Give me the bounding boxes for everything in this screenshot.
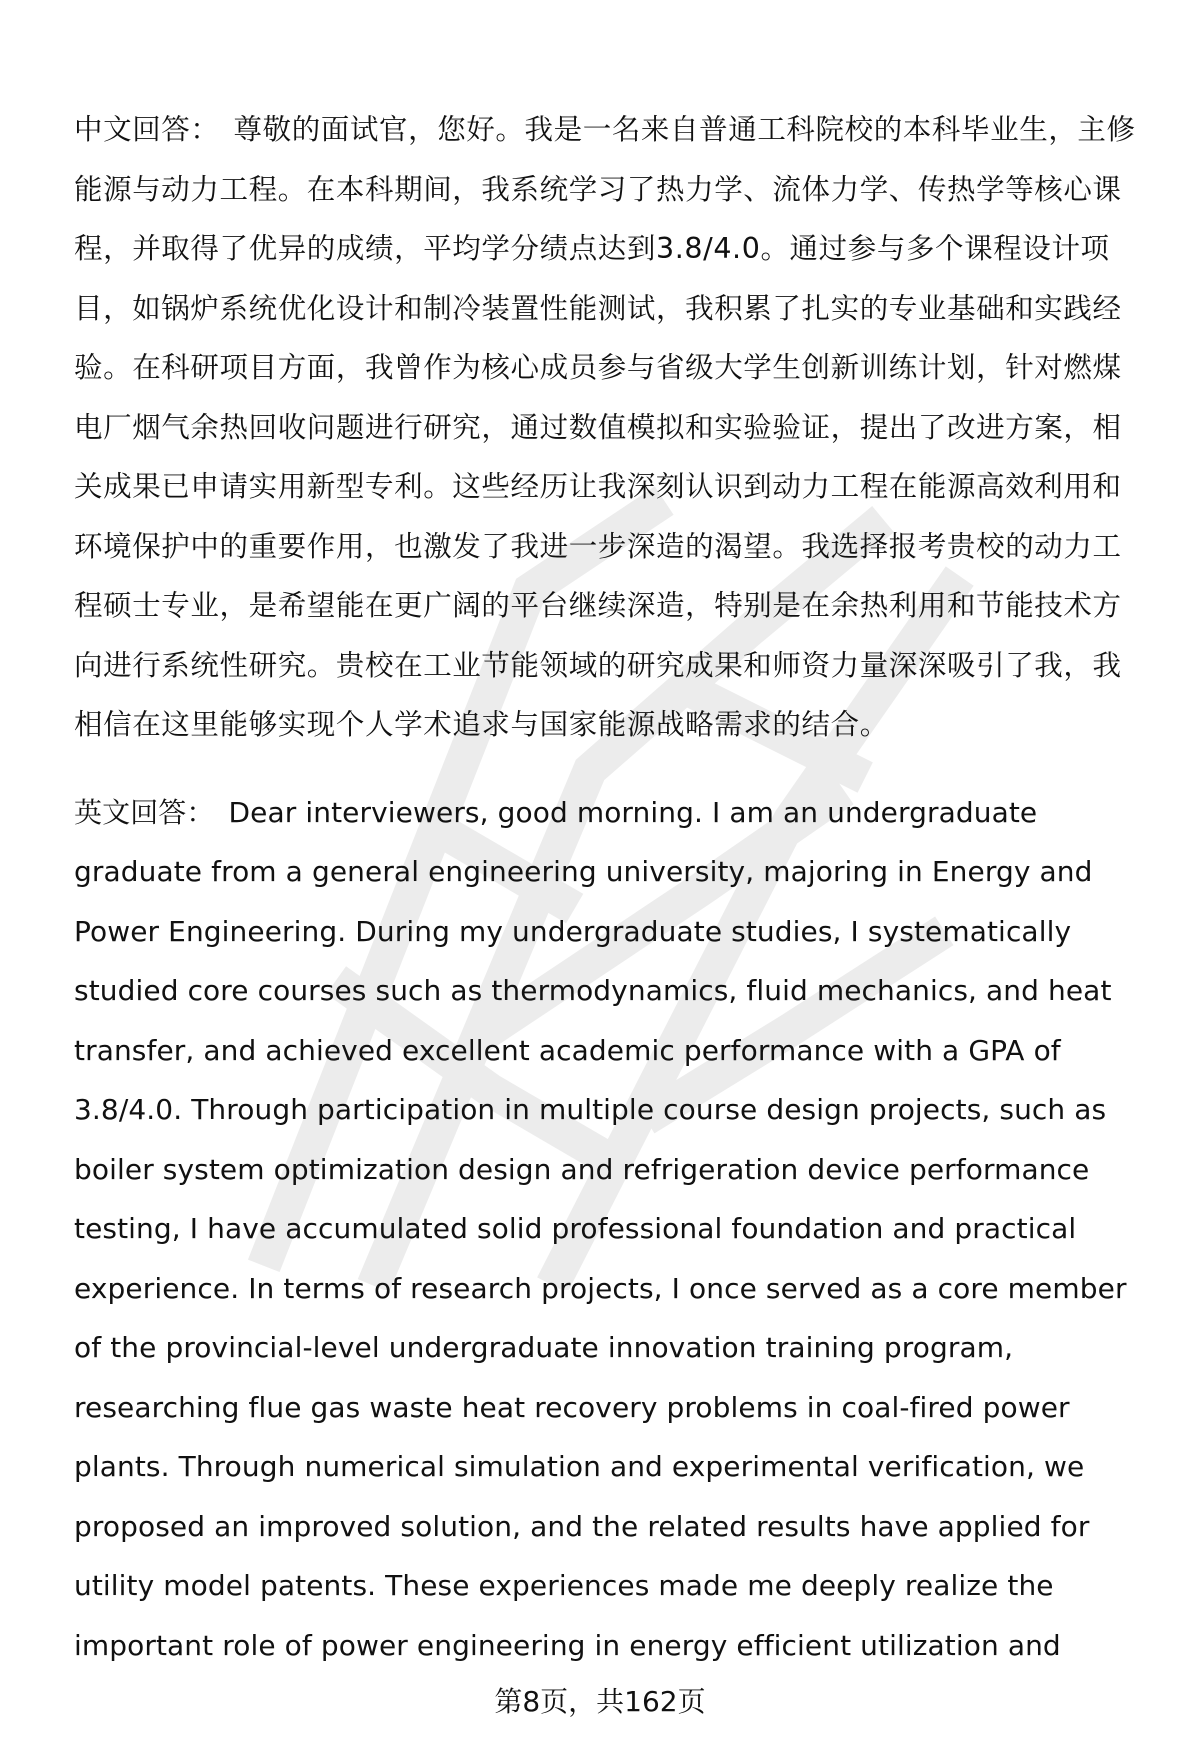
english-answer-line: important role of power engineering in energy efficient utilization and [74,1628,1061,1662]
chinese-answer-line: 向进行系统性研究。贵校在工业节能领域的研究成果和师资力量深深吸引了我，我 [74,648,1122,682]
english-answer-line: 英文回答： Dear interviewers, good morning. I am an undergraduate [74,795,1038,829]
english-answer-line: proposed an improved solution, and the related results have applied for [74,1509,1090,1543]
english-answer-line: Power Engineering. During my undergraduate studies, I systematically [74,914,1072,948]
chinese-answer-line: 电厂烟气余热回收问题进行研究，通过数值模拟和实验验证，提出了改进方案，相 [74,410,1122,444]
english-answer-line: 3.8/4.0. Through participation in multiple course design projects, such as [74,1093,1107,1126]
english-answer-line: researching flue gas waste heat recovery problems in coal-fired power [74,1390,1070,1424]
chinese-answer-line: 目，如锅炉系统优化设计和制冷装置性能测试，我积累了扎实的专业基础和实践经 [74,291,1122,325]
chinese-answer-line: 环境保护中的重要作用，也激发了我进一步深造的渴望。我选择报考贵校的动力工 [74,529,1122,563]
document-body [74,100,1154,1675]
english-answer-line: experience. In terms of research projects, I once served as a core member [74,1271,1127,1305]
english-answer-line: plants. Through numerical simulation and experimental verification, we [74,1450,1085,1483]
english-answer-section [74,783,1154,1676]
chinese-answer-section [74,100,1154,755]
chinese-answer-line: 程硕士专业，是希望能在更广阔的平台继续深造，特别是在余热利用和节能技术方 [74,589,1122,622]
paragraph-spacer [74,755,1154,783]
chinese-answer-line: 程，并取得了优异的成绩，平均学分绩点达到3.8/4.0。通过参与多个课程设计项 [74,232,1110,265]
english-answer-line: boiler system optimization design and refrigeration device performance [74,1152,1090,1186]
chinese-answer-line: 相信在这里能够实现个人学术追求与国家能源战略需求的结合。 [74,708,889,741]
english-answer-line: transfer, and achieved excellent academic performance with a GPA of [74,1033,1061,1067]
english-answer-label: 英文回答： [74,795,215,829]
english-answer-line: testing, I have accumulated solid professional foundation and practical [74,1212,1077,1245]
chinese-answer-line: 验。在科研项目方面，我曾作为核心成员参与省级大学生创新训练计划，针对燃煤 [74,351,1122,384]
chinese-answer-label: 中文回答： [74,113,220,146]
chinese-answer-line: 能源与动力工程。在本科期间，我系统学习了热力学、流体力学、传热学等核心课 [74,172,1122,206]
chinese-answer-line: 中文回答： 尊敬的面试官，您好。我是一名来自普通工科院校的本科毕业生，主修 [74,113,1136,146]
english-answer-line: studied core courses such as thermodynamics, fluid mechanics, and heat [74,974,1112,1007]
chinese-answer-line: 关成果已申请实用新型专利。这些经历让我深刻认识到动力工程在能源高效利用和 [74,470,1122,503]
english-answer-line: graduate from a general engineering university, majoring in Energy and [74,855,1093,888]
english-answer-line: utility model patents. These experiences made me deeply realize the [74,1569,1054,1602]
page-number-footer: 第8页，共162页 [494,1685,706,1718]
english-answer-line: of the provincial-level undergraduate innovation training program, [74,1331,1014,1364]
